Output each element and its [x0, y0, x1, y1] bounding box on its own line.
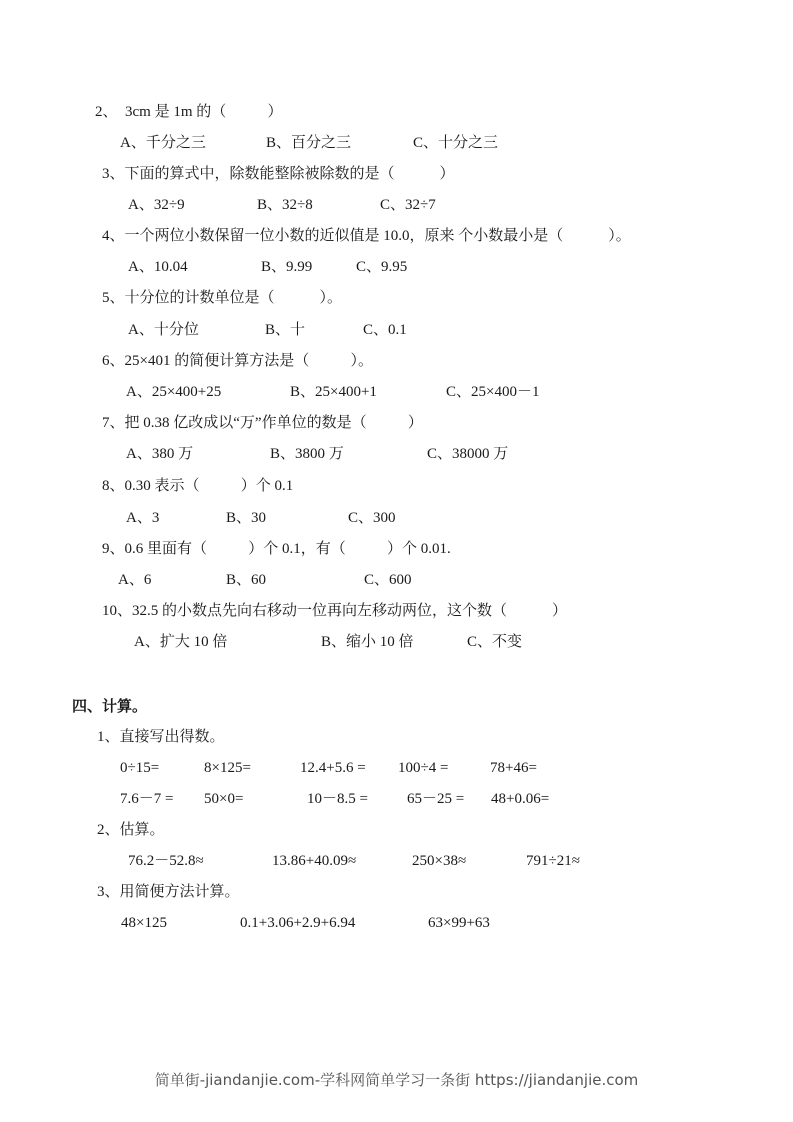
- q10-option-a: A、扩大 10 倍: [134, 634, 228, 650]
- q3-option-a: A、32÷9: [128, 197, 185, 213]
- q7-option-a: A、380 万: [126, 446, 194, 462]
- estimate-item2: 13.86+40.09≈: [272, 853, 357, 869]
- q2-option-a: A、千分之三: [120, 135, 206, 151]
- q10-option-b: B、缩小 10 倍: [321, 634, 414, 650]
- q8-option-c: C、300: [348, 510, 396, 526]
- q9-option-c: C、600: [364, 572, 412, 588]
- calc-row2-item5: 48+0.06=: [491, 791, 550, 807]
- estimate-item4: 791÷21≈: [526, 853, 580, 869]
- q7-option-b: B、3800 万: [270, 446, 344, 462]
- q10-option-c: C、不变: [467, 634, 523, 650]
- q5-option-a: A、十分位: [128, 322, 199, 338]
- q3-option-b: B、32÷8: [257, 197, 313, 213]
- question-10: 10、32.5 的小数点先向右移动一位再向左移动两位，这个数（ ）: [102, 603, 568, 619]
- q4-option-c: C、9.95: [356, 259, 408, 275]
- question-6: 6、25×401 的简便计算方法是（ ）。: [102, 353, 373, 369]
- question-2: 2、 3cm 是 1m 的（ ）: [95, 104, 283, 120]
- q6-option-c: C、25×400－1: [446, 384, 540, 400]
- footer-watermark: 简单街-jiandanjie.com-学科网简单学习一条街 https://jiandanjie.com: [154, 1071, 639, 1089]
- q4-option-b: B、9.99: [261, 259, 313, 275]
- calc-row1-item3: 12.4+5.6 =: [300, 760, 366, 776]
- estimate-item1: 76.2－52.8≈: [128, 853, 204, 869]
- estimate-item3: 250×38≈: [412, 853, 467, 869]
- section-4-title: 四、计算。: [72, 697, 148, 715]
- q6-option-b: B、25×400+1: [290, 384, 377, 400]
- q2-option-c: C、十分之三: [413, 135, 499, 151]
- q5-option-b: B、十: [265, 322, 306, 338]
- q2-option-b: B、百分之三: [266, 135, 352, 151]
- question-4: 4、一个两位小数保留一位小数的近似值是 10.0，原来 个小数最小是（ ）。: [102, 228, 631, 244]
- calc-row2-item2: 50×0=: [204, 791, 244, 807]
- calc-row1-item1: 0÷15=: [120, 760, 160, 776]
- calc-row1-item4: 100÷4 =: [398, 760, 449, 776]
- calc-row2-item1: 7.6－7 =: [120, 791, 174, 807]
- q8-option-b: B、30: [226, 510, 267, 526]
- q6-option-a: A、25×400+25: [126, 384, 222, 400]
- calc-row2-item4: 65－25 =: [407, 791, 465, 807]
- question-8: 8、0.30 表示（ ）个 0.1: [102, 478, 294, 494]
- calc-row2-item3: 10－8.5 =: [307, 791, 368, 807]
- q9-option-b: B、60: [226, 572, 267, 588]
- question-5: 5、十分位的计数单位是（ ）。: [102, 290, 343, 306]
- question-3: 3、下面的算式中，除数能整除被除数的是（ ）: [102, 166, 455, 182]
- calc-row1-item2: 8×125=: [204, 760, 251, 776]
- q9-option-a: A、6: [118, 572, 152, 588]
- q7-option-c: C、38000 万: [427, 446, 509, 462]
- q3-option-c: C、32÷7: [380, 197, 436, 213]
- q8-option-a: A、3: [126, 510, 160, 526]
- simplify-item1: 48×125: [121, 915, 167, 931]
- part-2-title: 2、估算。: [97, 822, 165, 838]
- calc-row1-item5: 78+46=: [490, 760, 537, 776]
- simplify-item3: 63×99+63: [428, 915, 490, 931]
- q5-option-c: C、0.1: [363, 322, 407, 338]
- simplify-item2: 0.1+3.06+2.9+6.94: [240, 915, 356, 931]
- part-3-title: 3、用简便方法计算。: [97, 884, 240, 900]
- part-1-title: 1、直接写出得数。: [97, 729, 225, 745]
- question-9: 9、0.6 里面有（ ）个 0.1，有（ ）个 0.01.: [102, 541, 451, 557]
- q4-option-a: A、10.04: [128, 259, 188, 275]
- question-7: 7、把 0.38 亿改成以“万”作单位的数是（ ）: [102, 415, 423, 431]
